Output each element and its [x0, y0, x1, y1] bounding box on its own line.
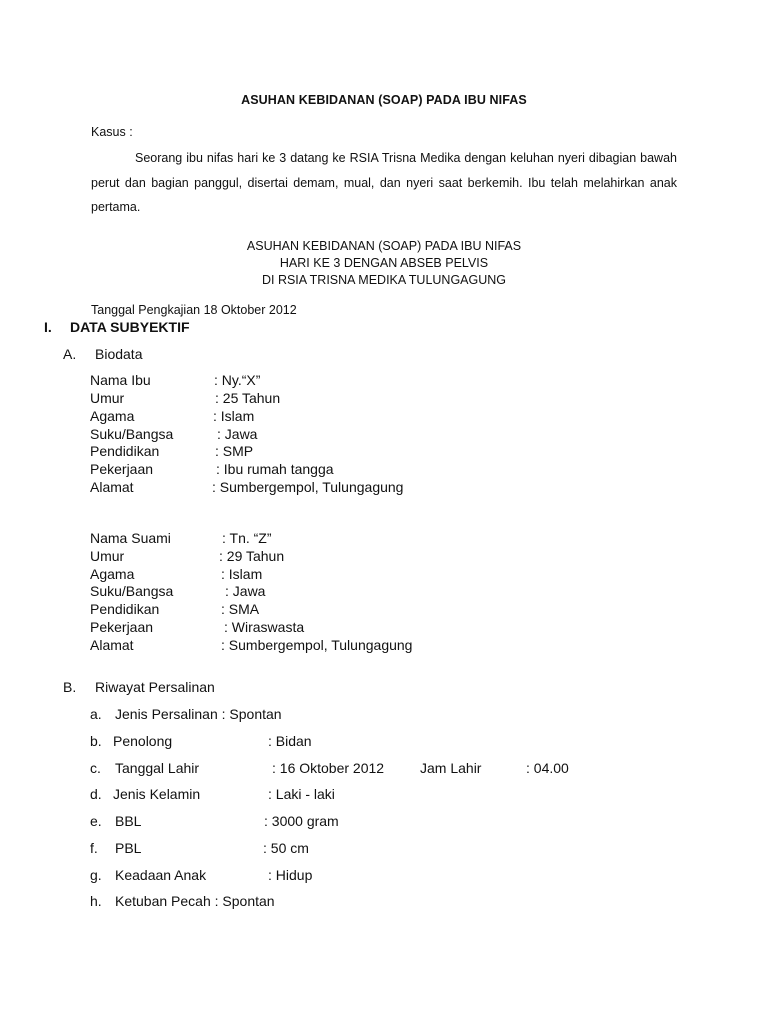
item-value: : Bidan	[268, 733, 312, 749]
riwayat-item	[90, 813, 339, 829]
item-number: g.	[90, 867, 102, 883]
riwayat-item	[90, 760, 569, 776]
subtitle-line-3: DI RSIA TRISNA MEDIKA TULUNGAGUNG	[261, 273, 507, 287]
item-number: b.	[90, 733, 102, 749]
biodata-row	[90, 637, 412, 655]
item-label: PBL	[115, 840, 142, 856]
field-value: : Islam	[213, 408, 255, 424]
item-label: Ketuban Pecah	[115, 893, 211, 909]
riwayat-item	[90, 867, 312, 883]
biodata-row	[90, 372, 260, 390]
item-number: a.	[90, 706, 102, 722]
subheading-riwayat-persalinan	[63, 679, 215, 695]
riwayat-item	[90, 840, 309, 856]
field-value: : SMP	[215, 443, 254, 459]
field-value: : Sumbergempol, Tulungagung	[221, 637, 413, 653]
riwayat-item	[90, 893, 275, 909]
biodata-row	[90, 619, 304, 637]
item-number: d.	[90, 786, 102, 802]
tanggal-pengkajian: Tanggal Pengkajian 18 Oktober 2012	[91, 303, 297, 317]
field-value: : 25 Tahun	[215, 390, 281, 406]
field-label: Alamat	[90, 637, 134, 653]
biodata-row	[90, 548, 284, 566]
biodata-row	[90, 479, 403, 497]
item-value: : 16 Oktober 2012	[272, 760, 385, 776]
field-value: : Wiraswasta	[224, 619, 305, 635]
item-number: f.	[90, 840, 98, 856]
jam-lahir-value: : 04.00	[526, 760, 569, 776]
biodata-row	[90, 583, 265, 601]
document-title: ASUHAN KEBIDANAN (SOAP) PADA IBU NIFAS	[241, 93, 527, 107]
subtitle-line-1: ASUHAN KEBIDANAN (SOAP) PADA IBU NIFAS	[246, 239, 522, 253]
field-label: Pekerjaan	[90, 461, 154, 477]
subheading-biodata	[63, 346, 142, 362]
field-label: Agama	[90, 566, 135, 582]
field-label: Alamat	[90, 479, 134, 495]
field-value: : 29 Tahun	[219, 548, 285, 564]
item-label: BBL	[115, 813, 142, 829]
field-label: Suku/Bangsa	[90, 583, 174, 599]
biodata-row	[90, 408, 254, 426]
field-label: Pekerjaan	[90, 619, 154, 635]
item-label: Penolong	[113, 733, 173, 749]
field-label: Suku/Bangsa	[90, 426, 174, 442]
item-value: : Laki - laki	[268, 786, 335, 802]
field-value: : Islam	[221, 566, 263, 582]
subheading-number: B.	[63, 679, 77, 695]
jam-lahir-label: Jam Lahir	[420, 760, 482, 776]
item-label: Jenis Persalinan	[115, 706, 218, 722]
item-number: c.	[90, 760, 101, 776]
field-value: : Ibu rumah tangga	[216, 461, 334, 477]
biodata-row	[90, 443, 253, 461]
section-label: DATA SUBYEKTIF	[70, 319, 190, 335]
riwayat-item	[90, 706, 282, 722]
field-value: : Tn. “Z”	[222, 530, 272, 546]
item-label: Jenis Kelamin	[113, 786, 201, 802]
field-value: : Ny.“X”	[214, 372, 261, 388]
field-label: Pendidikan	[90, 443, 160, 459]
subheading-number: A.	[63, 346, 77, 362]
subtitle-line-2: HARI KE 3 DENGAN ABSEB PELVIS	[279, 256, 489, 270]
subheading-label: Biodata	[95, 346, 143, 362]
item-value: : Hidup	[268, 867, 313, 883]
field-label: Umur	[90, 548, 125, 564]
section-number: I.	[44, 319, 52, 335]
biodata-row	[90, 601, 259, 619]
kasus-label: Kasus :	[91, 125, 133, 139]
biodata-row	[90, 390, 280, 408]
item-value: : 3000 gram	[264, 813, 339, 829]
item-value: : 50 cm	[263, 840, 309, 856]
riwayat-item	[90, 786, 335, 802]
biodata-row	[90, 426, 257, 444]
item-number: e.	[90, 813, 102, 829]
field-label: Nama Suami	[90, 530, 171, 546]
biodata-row	[90, 566, 262, 584]
case-description: Seorang ibu nifas hari ke 3 datang ke RSIA Trisna Medika dengan keluhan nyeri dibagian bawah perut dan bagian panggul, disertai demam, mual, dan nyeri saat berkemih. Ibu telah melahirkan anak pertama.	[91, 151, 677, 214]
item-label: Tanggal Lahir	[115, 760, 200, 776]
field-value: : Jawa	[225, 583, 266, 599]
item-number: h.	[90, 893, 102, 909]
field-label: Umur	[90, 390, 125, 406]
item-value: : Spontan	[214, 893, 275, 909]
riwayat-item	[90, 733, 312, 749]
item-label: Keadaan Anak	[115, 867, 207, 883]
field-value: : SMA	[221, 601, 260, 617]
section-heading-data-subyektif	[44, 319, 190, 335]
field-value: : Jawa	[217, 426, 258, 442]
field-label: Agama	[90, 408, 135, 424]
field-value: : Sumbergempol, Tulungagung	[212, 479, 404, 495]
subheading-label: Riwayat Persalinan	[95, 679, 215, 695]
biodata-row	[90, 530, 272, 548]
field-label: Nama Ibu	[90, 372, 151, 388]
field-label: Pendidikan	[90, 601, 160, 617]
biodata-row	[90, 461, 334, 479]
item-value: : Spontan	[221, 706, 282, 722]
